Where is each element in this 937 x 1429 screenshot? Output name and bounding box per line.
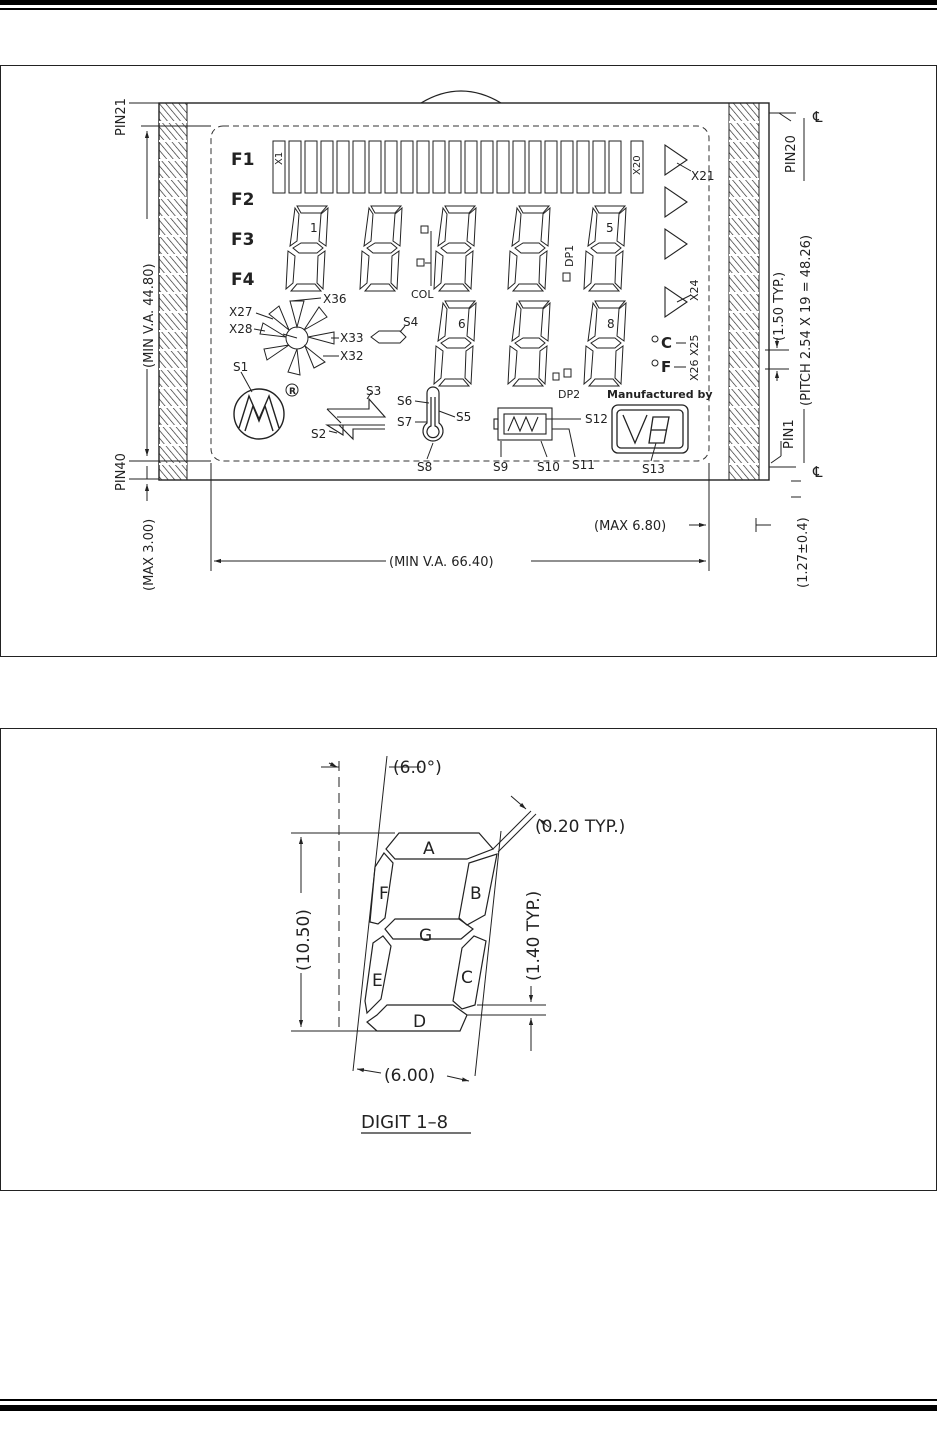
typ-150-dim: (1.50 TYP.) [772,271,787,341]
seven-seg-digit-7 [508,301,550,386]
digit-caption: DIGIT 1–8 [361,1112,449,1133]
min-va-height-dim: (MIN V.A. 44.80) [142,263,157,368]
pin20-label: PIN20 [784,135,799,173]
x36-label: X36 [323,292,347,306]
bottom-rule-thin [0,1399,937,1401]
segment-e-label: E [372,971,383,991]
seg-typ-dim: (0.20 TYP.) [535,817,626,837]
registered-letter: R [289,387,296,397]
x28-label: X28 [229,322,253,336]
s6-label: S6 [397,394,413,408]
dp1-segment [563,273,570,281]
x1-label: X1 [274,151,285,165]
segment-f-label: F [379,884,389,904]
width-dim: (6.00) [384,1066,436,1086]
fan-icon [260,301,334,375]
s4-label: S4 [403,315,419,329]
digit-6-label: 6 [458,317,466,331]
top-rule-thin [0,8,937,10]
segment-c-label: C [461,968,473,988]
x25-label: X25 [688,334,701,356]
thermometer-icon [423,387,443,441]
seven-seg-digit-6 [434,301,476,386]
x21-label: X21 [691,169,715,183]
seven-seg-digit-4 [508,206,550,291]
f1-label: F1 [231,150,255,170]
min-va-width-dim: (MIN V.A. 66.40) [389,555,494,570]
dp1-label: DP1 [563,244,576,267]
tol-dim: (1.27±0.4) [796,517,811,588]
segment-a-label: A [423,839,435,859]
s5-label: S5 [456,410,472,424]
celsius-symbol: C [661,334,673,352]
battery-icon [494,408,552,440]
seven-seg-digit-5 [584,206,626,291]
digit-8-label: 8 [607,317,615,331]
s8-label: S8 [417,460,433,474]
s13-logo [612,405,688,453]
s10-label: S10 [537,460,560,474]
s4-segment [371,331,406,343]
pitch-dim: (PITCH 2.54 X 19 = 48.26) [799,234,814,406]
gap-typ-dim: (1.40 TYP.) [524,890,544,981]
s2-label: S2 [311,427,327,441]
seven-seg-digit-3 [434,206,476,291]
s1-logo [234,389,284,439]
s1-label: S1 [233,360,249,374]
s13-label: S13 [642,462,665,476]
digit-5-label: 5 [606,221,614,235]
arrow-indicators [665,145,687,317]
lcd-drawing [1,66,936,656]
pin21-label: PIN21 [114,98,129,136]
centerline-top: ℄ [813,108,823,126]
x33-label: X33 [340,331,364,345]
pin1-label: PIN1 [782,419,797,449]
colon-upper [421,226,428,233]
seven-seg-digit-1 [286,206,328,291]
bargraph [273,141,643,193]
digit-drawing-panel [0,728,937,1191]
seven-seg-digit-8 [584,301,626,386]
angle-dim: (6.0°) [393,758,442,778]
s9-label: S9 [493,460,509,474]
segment-d-label: D [413,1012,427,1032]
degree-f-dot [652,360,658,366]
segment-a [386,833,493,859]
max-300-dim: (MAX 3.00) [142,518,157,591]
f2-label: F2 [231,190,255,210]
bottom-rule-thick [0,1405,937,1411]
s11-label: S11 [572,458,595,472]
seven-seg-digit-2 [360,206,402,291]
f3-label: F3 [231,230,255,250]
x20-label: X20 [632,155,643,175]
x24-label: X24 [688,279,701,301]
degree-c-dot [652,336,658,342]
dp2-label: DP2 [558,388,581,401]
f4-label: F4 [231,270,255,290]
segment-b-label: B [470,884,482,904]
x27-label: X27 [229,305,253,319]
dp2-segment [564,369,571,377]
x32-label: X32 [340,349,364,363]
max-680-dim: (MAX 6.80) [594,519,667,534]
fahrenheit-symbol: F [661,358,672,376]
centerline-bottom: ℄ [813,463,823,481]
dp-small-segment [553,373,559,380]
s12-label: S12 [585,412,608,426]
s3-label: S3 [366,384,382,398]
top-rule-thick [0,0,937,5]
glass-tab [421,91,501,103]
manufactured-by-text: Manufactured by [607,388,713,401]
digit-1-label: 1 [310,221,318,235]
height-dim: (10.50) [294,909,314,971]
colon-lower [417,259,424,266]
col-label: COL [411,288,434,301]
digit-drawing [1,729,936,1190]
s7-label: S7 [397,415,413,429]
x26-label: X26 [688,359,701,381]
lcd-drawing-panel [0,65,937,657]
pin40-label: PIN40 [114,453,129,491]
segment-g-label: G [419,926,433,946]
